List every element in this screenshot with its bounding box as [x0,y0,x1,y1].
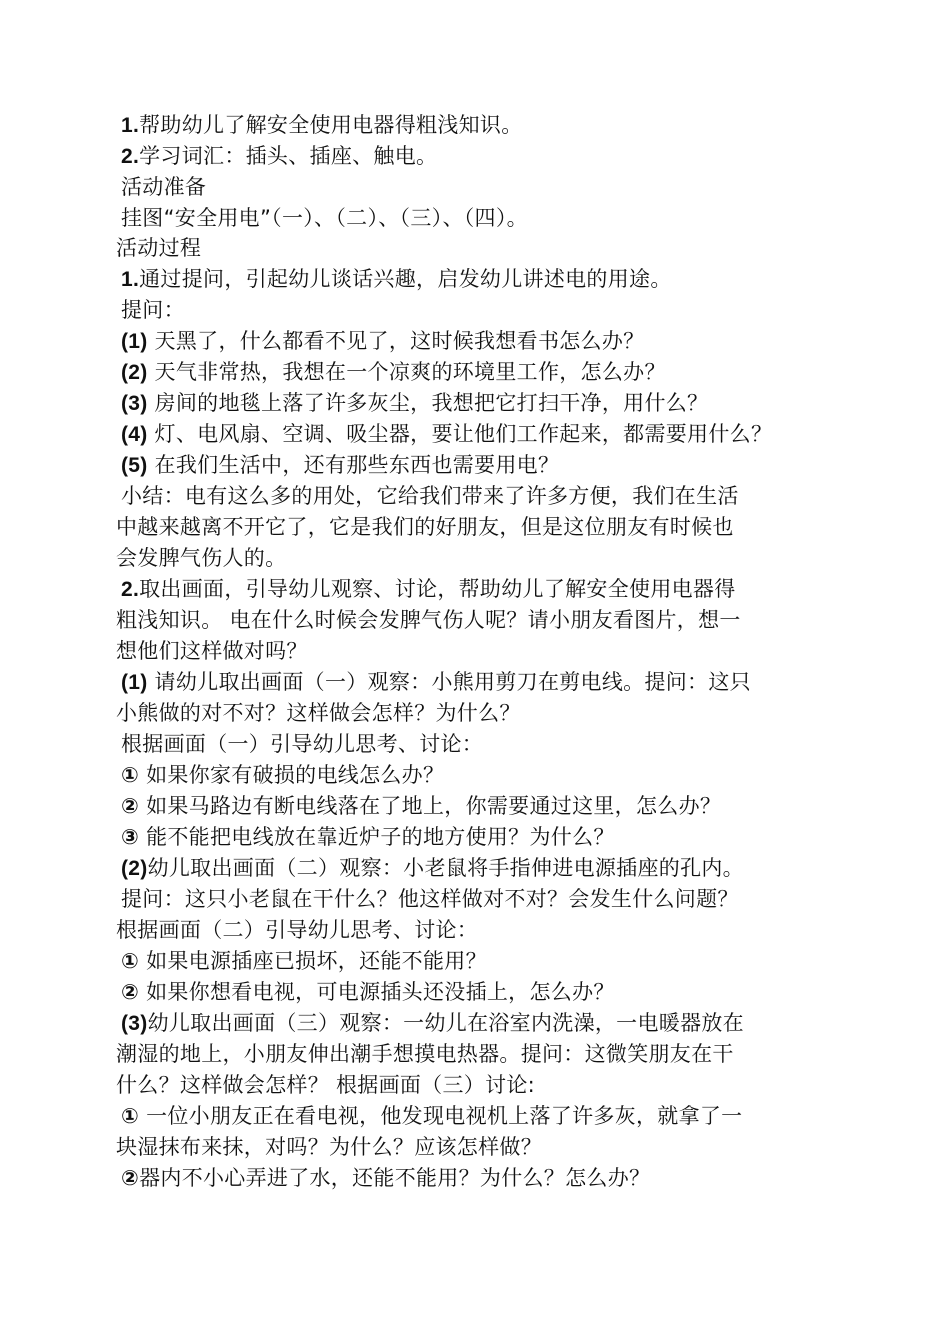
line-text: 如果马路边有断电线落在了地上，你需要通过这里，怎么办？ [139,794,722,818]
text-line [116,1040,734,1068]
line-text: 天黑了，什么都看不见了，这时候我想看书怎么办？ [147,329,645,353]
text-line [121,296,185,324]
text-line [116,699,521,727]
text-line [121,204,528,232]
text-line [116,916,478,944]
line-text: 天气非常热，我想在一个凉爽的环境里工作，怎么办？ [147,360,666,384]
item-number: (4) [121,423,148,446]
item-number: (3) [121,1012,148,1035]
circled-number: ② [121,1166,140,1190]
line-text: 块湿抹布来抹，对吗？为什么？应该怎样做？ [116,1135,542,1159]
text-line [116,513,734,541]
line-text: 如果你想看电视，可电源插头还没插上，怎么办？ [139,980,615,1004]
text-line [116,1071,535,1099]
line-text: 在我们生活中，还有那些东西也需要用电？ [147,453,560,477]
item-number: (3) [121,392,148,415]
text-line [121,885,739,913]
line-text: 根据画面（一）引导幼儿思考、讨论： [121,732,484,756]
line-text: 挂图“安全用电”（一）、（二）、（三）、（四）。 [121,206,528,230]
line-text: 想他们这样做对吗？ [116,639,308,663]
text-line [121,358,666,387]
text-line [121,1009,744,1038]
text-line [116,544,286,572]
line-text: 请幼儿取出画面（一）观察：小熊用剪刀在剪电线。提问：这只 [147,670,751,694]
text-line [121,575,736,604]
line-text: 器内不小心弄进了水，还能不能用？为什么？怎么办？ [139,1166,651,1190]
text-line [121,823,615,851]
line-text: 房间的地毯上落了许多灰尘，我想把它打扫干净，用什么？ [147,391,709,415]
item-number: (2) [121,857,148,880]
line-text: 能不能把电线放在靠近炉子的地方使用？为什么？ [139,825,615,849]
item-number: (1) [121,330,148,353]
text-line [121,947,487,975]
line-text: 幼儿取出画面（二）观察：小老鼠将手指伸进电源插座的孔内。 [147,856,744,880]
line-text: 学习词汇：插头、插座、触电。 [139,144,438,168]
line-text: 如果你家有破损的电线怎么办？ [139,763,445,787]
line-text: 活动过程 [116,236,202,260]
item-number: 1. [121,114,140,137]
text-line [121,111,523,140]
text-line [121,265,672,294]
text-line [121,668,751,697]
item-number: (1) [121,671,148,694]
line-text: 如果电源插座已损坏，还能不能用？ [139,949,487,973]
item-number: (5) [121,454,148,477]
text-line [121,173,206,201]
circled-number: ③ [121,825,140,849]
line-text: 会发脾气伤人的。 [116,546,287,570]
line-text: 小结：电有这么多的用处，它给我们带来了许多方便，我们在生活 [121,484,739,508]
text-line [121,1102,742,1130]
line-text: 一位小朋友正在看电视，他发现电视机上落了许多灰，就拿了一 [139,1104,743,1128]
text-line [121,978,615,1006]
text-line [121,327,644,356]
line-text: 粗浅知识。 电在什么时候会发脾气伤人呢？请小朋友看图片，想一 [116,608,741,632]
text-line [121,792,721,820]
text-line [121,761,444,789]
line-text: 灯、电风扇、空调、吸尘器，要让他们工作起来，都需要用什么？ [147,422,773,446]
item-number: 1. [121,268,140,291]
text-line [116,637,308,665]
line-text: 提问： [121,298,185,322]
text-line [121,854,744,883]
text-line [121,420,772,449]
line-text: 什么？这样做会怎样？ 根据画面（三）讨论: [116,1073,536,1097]
line-text: 通过提问，引起幼儿谈话兴趣，启发幼儿讲述电的用途。 [139,267,672,291]
text-line [116,234,201,262]
item-number: 2. [121,578,140,601]
item-number: 2. [121,145,140,168]
text-line [121,482,739,510]
text-line [121,1164,650,1192]
circled-number: ① [121,763,140,787]
text-line [116,606,741,634]
line-text: 小熊做的对不对？这样做会怎样？为什么？ [116,701,521,725]
circled-number: ① [121,1104,140,1128]
circled-number: ② [121,794,140,818]
text-line [116,1133,542,1161]
circled-number: ① [121,949,140,973]
line-text: 活动准备 [121,175,207,199]
item-number: (2) [121,361,148,384]
text-line [121,451,559,480]
line-text: 潮湿的地上，小朋友伸出潮手想摸电热器。提问：这微笑朋友在干 [116,1042,734,1066]
line-text: 中越来越离不开它了，它是我们的好朋友，但是这位朋友有时候也 [116,515,734,539]
line-text: 提问：这只小老鼠在干什么？他这样做对不对？会发生什么问题？ [121,887,739,911]
line-text: 根据画面（二）引导幼儿思考、讨论： [116,918,479,942]
text-line [121,730,483,758]
circled-number: ② [121,980,140,1004]
text-line [121,142,437,171]
line-text: 取出画面，引导幼儿观察、讨论，帮助幼儿了解安全使用电器得 [139,577,736,601]
line-text: 帮助幼儿了解安全使用电器得粗浅知识。 [139,113,523,137]
line-text: 幼儿取出画面（三）观察：一幼儿在浴室内洗澡，一电暖器放在 [147,1011,744,1035]
text-line [121,389,708,418]
